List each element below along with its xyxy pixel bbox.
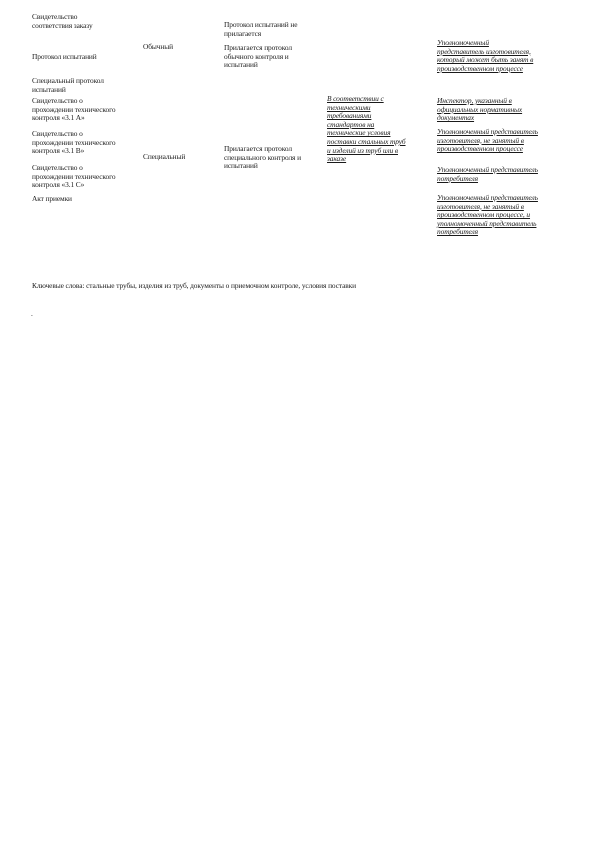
report-attachment-ordinary: Прилагается протокол обычного контроля и испытаний [224,43,292,70]
doc-name-certificate-3-1-c: Свидетельство о прохождении технического контроля «3.1 C» [32,163,116,190]
doc-name-order-conformity: Свидетельство соответствия заказу [32,12,93,30]
doc-name-test-report: Протокол испытаний [32,52,97,61]
certifier-official-inspector: Инспектор, указанный в официальных нормативных документах [437,96,523,123]
certifier-manufacturer-rep: Уполномоченный представитель изготовителя, который может быть занят в производственном процессе [437,38,534,73]
doc-name-certificate-3-1-a: Свидетельство о прохождении технического контроля «3.1 А» [32,96,116,123]
certifier-customer-rep: Уполномоченный представитель потребителя [437,165,538,183]
doc-name-acceptance-act: Акт приемки [32,194,72,203]
certifier-independent-manufacturer-rep: Уполномоченный представитель изготовителя, не занятый в производственном процессе [437,127,538,154]
trailing-dot: . [31,309,33,318]
certifier-manufacturer-and-customer-reps: Уполномоченный представитель изготовителя, не занятый в производственном процессе, и уполномоченный представитель потребителя [437,193,538,237]
report-attachment-none: Протокол испытаний не прилагается [224,20,298,38]
keywords-line: Ключевые слова: стальные трубы, изделия из труб, документы о приемочном контроле, условия поставки [32,281,357,290]
report-attachment-special: Прилагается протокол специального контроля и испытаний [224,144,301,171]
doc-name-special-test-report: Специальный протокол испытаний [32,76,104,94]
inspection-type-ordinary: Обычный [143,42,173,51]
doc-name-certificate-3-1-b: Свидетельство о прохождении технического контроля «3.1 B» [32,129,116,156]
inspection-type-special: Специальный [143,152,186,161]
requirements-basis: В соответствии с техническими требованиями стандартов на технические условия поставки стальных труб и изделий из труб или в заказе [327,94,406,164]
